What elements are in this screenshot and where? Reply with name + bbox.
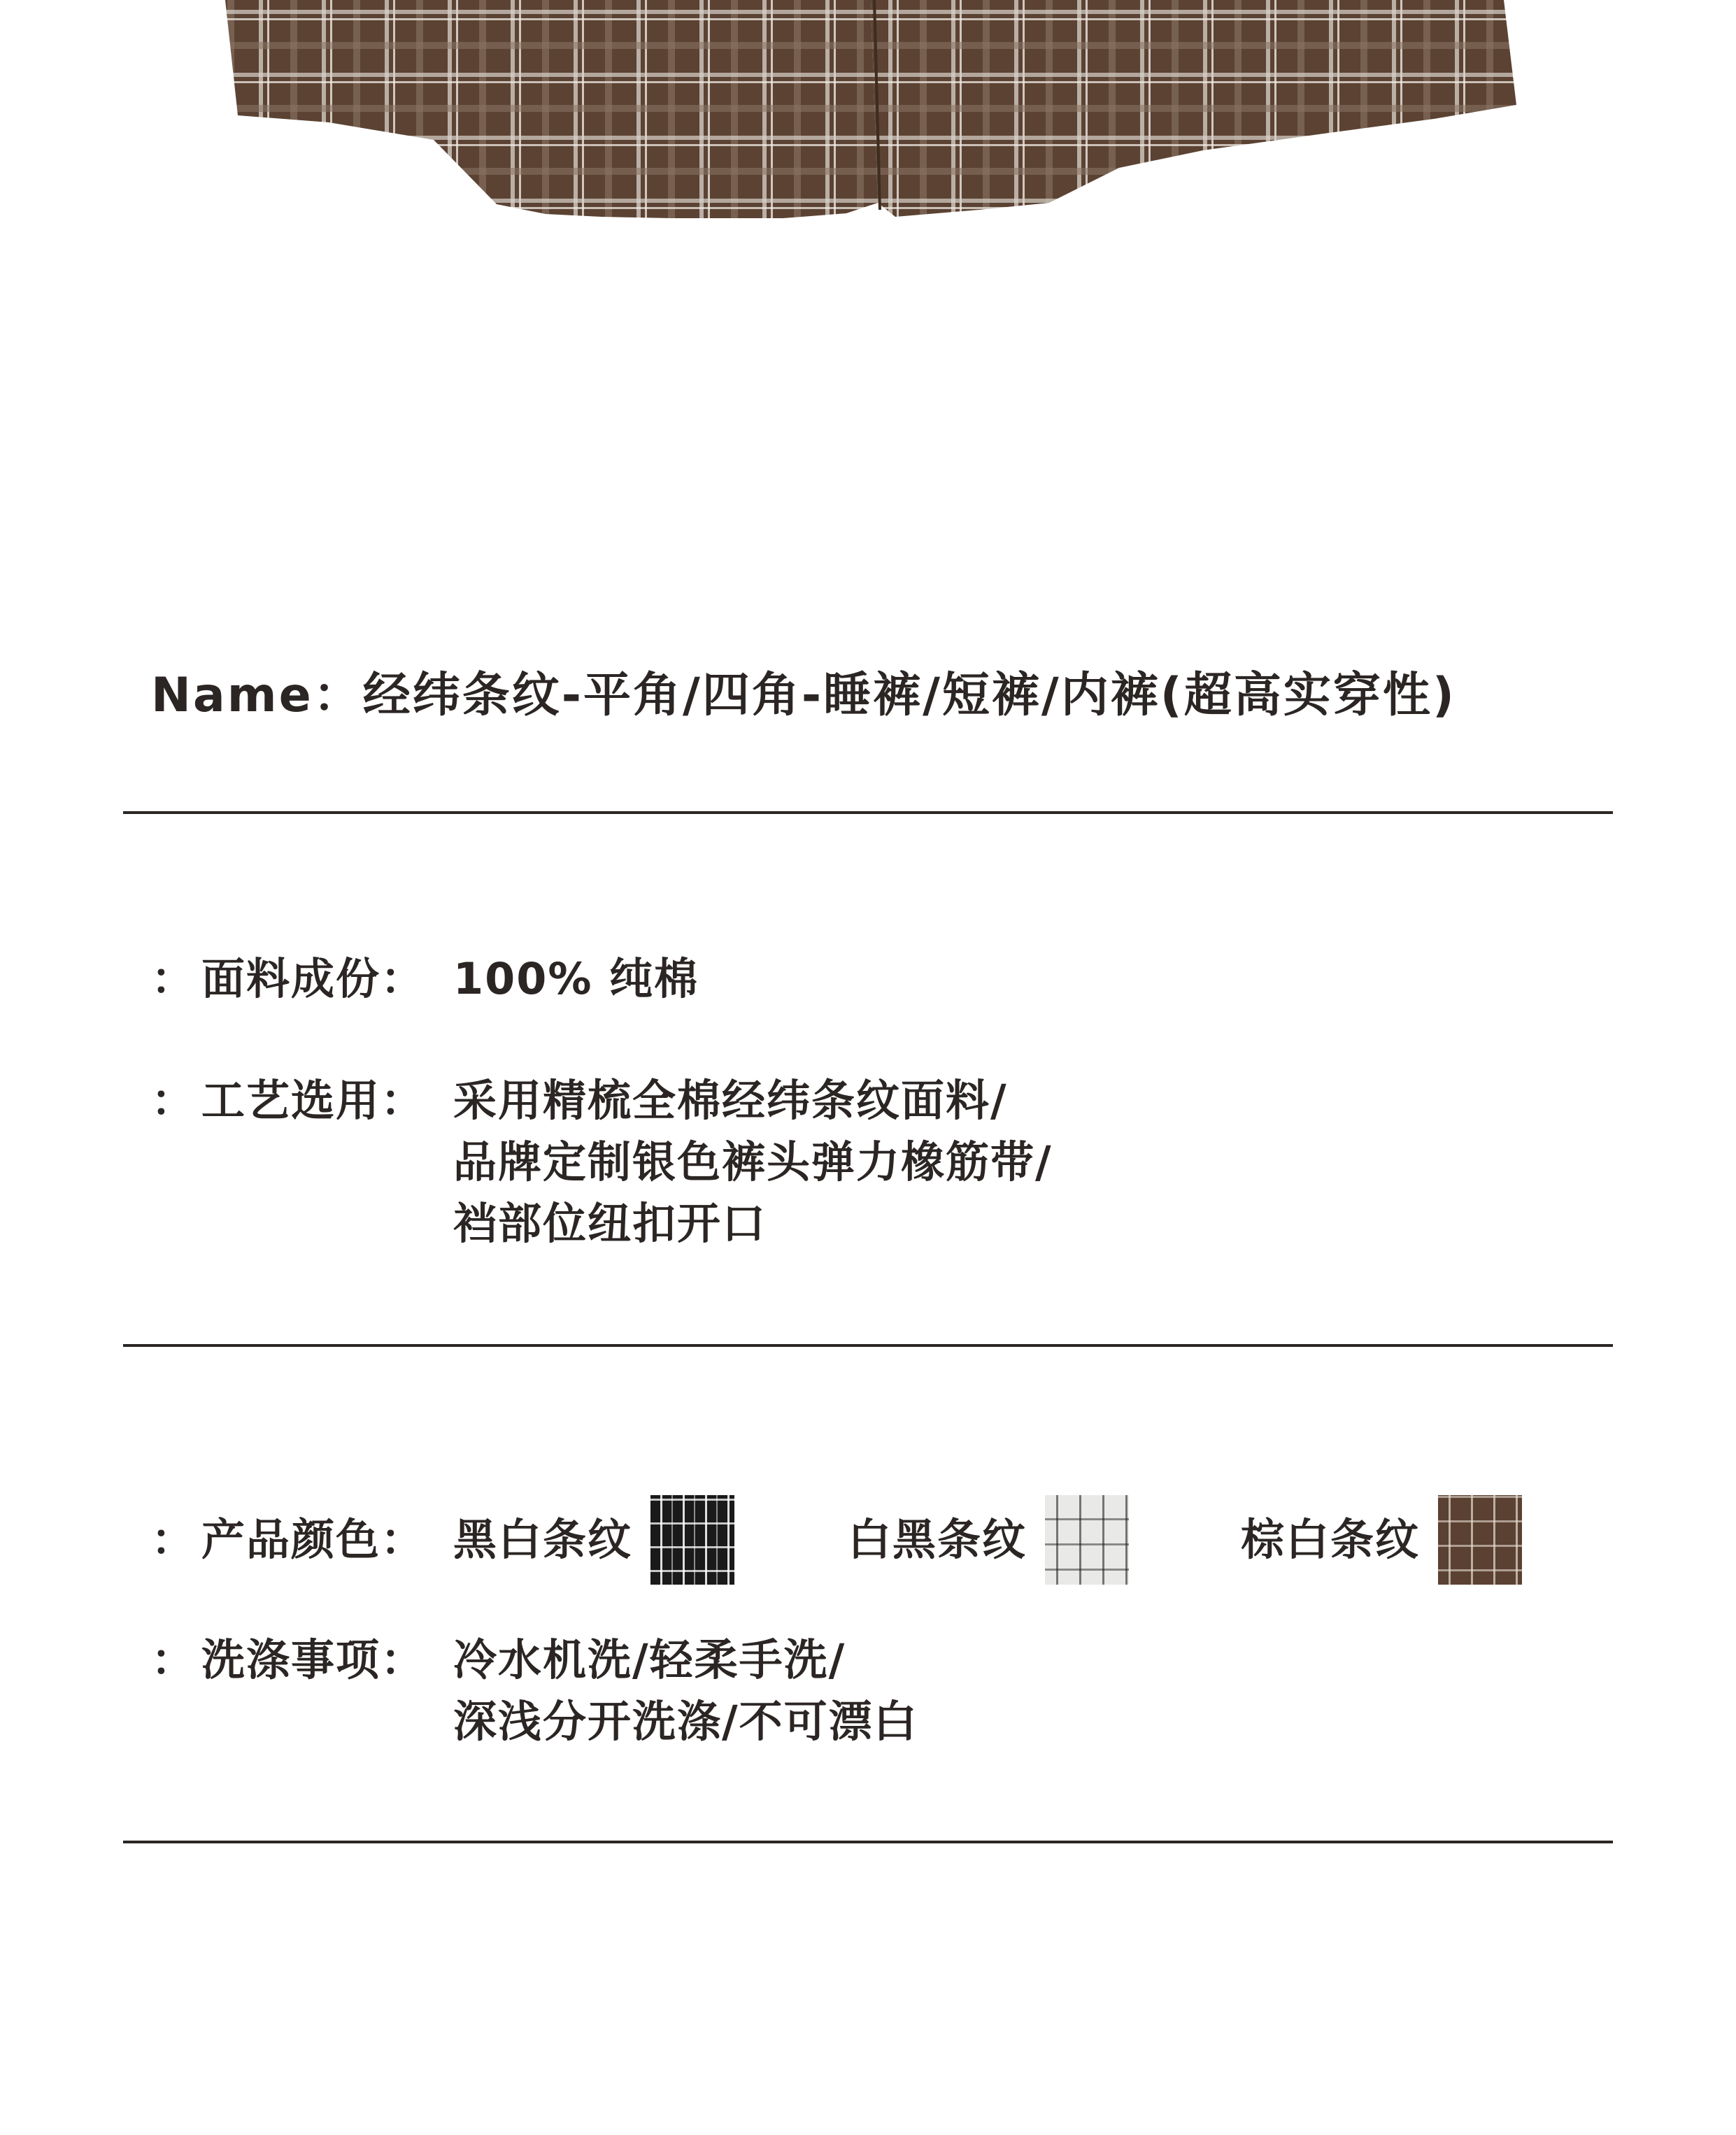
care-line: 冷水机洗/轻柔手洗/ — [453, 1634, 846, 1685]
divider — [123, 811, 1613, 814]
craft-value — [453, 1070, 1053, 1255]
color-name: 白黑条纹 — [848, 1514, 1027, 1565]
bullet: ： — [151, 1075, 197, 1126]
care-line: 深浅分开洗涤/不可漂白 — [453, 1696, 918, 1747]
fabric-value: 100% 纯棉 — [453, 953, 699, 1004]
color-name: 黑白条纹 — [453, 1514, 633, 1565]
color-swatch-brown-white — [1438, 1495, 1522, 1585]
craft-line: 裆部位纽扣开口 — [453, 1198, 767, 1249]
bullet: ： — [151, 1634, 197, 1685]
color-name: 棕白条纹 — [1241, 1514, 1421, 1565]
name-label: Name： — [151, 668, 363, 723]
divider — [123, 1841, 1613, 1843]
name-value: 经纬条纹-平角/四角-睡裤/短裤/内裤(超高实穿性) — [362, 668, 1456, 723]
color-option-black-white[interactable] — [453, 1495, 734, 1585]
colors-label: 产品颜色： — [201, 1514, 426, 1565]
color-option-brown-white[interactable] — [1241, 1495, 1522, 1585]
care-label: 洗涤事项： — [201, 1634, 426, 1685]
craft-label: 工艺选用： — [201, 1075, 426, 1126]
fabric-label: 面料成份： — [201, 953, 426, 1004]
bullet: ： — [151, 1514, 197, 1565]
color-swatch-black-white — [650, 1495, 734, 1585]
craft-line: 采用精梳全棉经纬条纹面料/ — [453, 1075, 1008, 1126]
product-name — [151, 657, 1456, 725]
craft-line: 品牌定制银色裤头弹力橡筋带/ — [453, 1136, 1053, 1187]
care-value — [453, 1629, 918, 1752]
color-swatch-white-black — [1045, 1495, 1129, 1585]
bullet: ： — [151, 953, 197, 1004]
divider — [123, 1344, 1613, 1347]
product-photo-shorts — [0, 0, 1736, 224]
color-option-white-black[interactable] — [848, 1495, 1129, 1585]
